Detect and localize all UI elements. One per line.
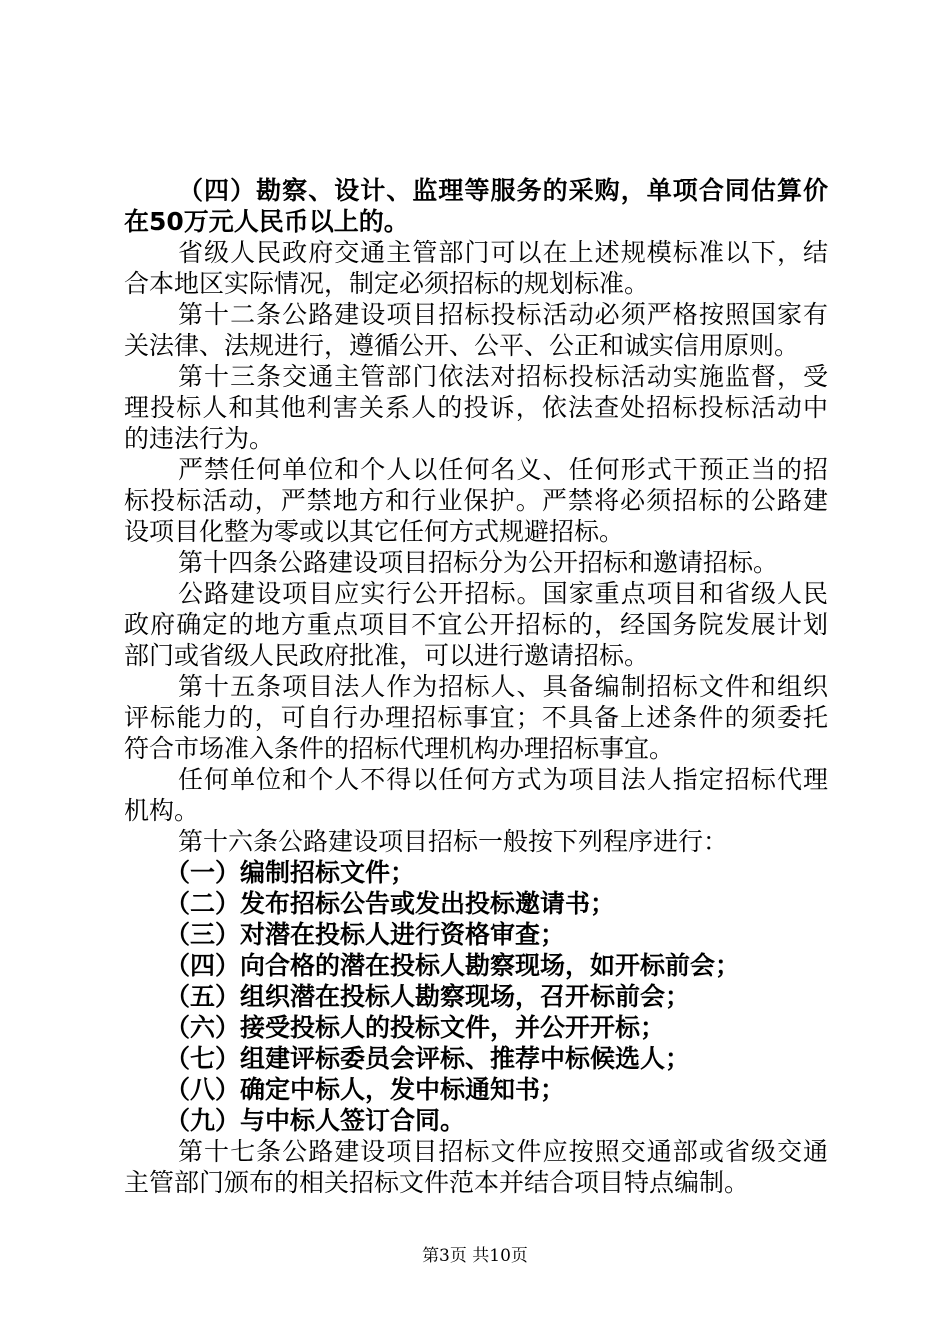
list-item: （七）组建评标委员会评标、推荐中标候选人； — [165, 1044, 691, 1073]
paragraph-line: 评标能力的，可自行办理招标事宜；不具备上述条件的须委托 — [124, 703, 828, 732]
paragraph-line: 第十五条项目法人作为招标人、具备编制招标文件和组织 — [178, 672, 828, 701]
list-item: （五）组织潜在投标人勘察现场，召开标前会； — [165, 982, 691, 1011]
paragraph-line: 公路建设项目应实行公开招标。国家重点项目和省级人民 — [178, 579, 828, 608]
paragraph-line: 机构。 — [124, 796, 200, 825]
paragraph-line: 理投标人和其他利害关系人的投诉，依法查处招标投标活动中 — [124, 393, 828, 422]
paragraph-line: 设项目化整为零或以其它任何方式规避招标。 — [124, 517, 625, 546]
paragraph-line: 符合市场准入条件的招标代理机构办理招标事宜。 — [124, 734, 675, 763]
paragraph-line: （四）勘察、设计、监理等服务的采购，单项合同估算价 — [178, 176, 828, 205]
list-item: （九）与中标人签订合同。 — [165, 1106, 466, 1135]
paragraph-line: 省级人民政府交通主管部门可以在上述规模标准以下，结 — [178, 238, 828, 267]
paragraph-line: 第十二条公路建设项目招标投标活动必须严格按照国家有 — [178, 300, 828, 329]
paragraph-line: 第十七条公路建设项目招标文件应按照交通部或省级交通 — [178, 1137, 828, 1166]
paragraph-line: 部门或省级人民政府批准，可以进行邀请招标。 — [124, 641, 650, 670]
list-item: （六）接受投标人的投标文件，并公开开标； — [165, 1013, 666, 1042]
paragraph-line: 主管部门颁布的相关招标文件范本并结合项目特点编制。 — [124, 1168, 750, 1197]
paragraph-line: 政府确定的地方重点项目不宜公开招标的，经国务院发展计划 — [124, 610, 828, 639]
paragraph-line: 严禁任何单位和个人以任何名义、任何形式干预正当的招 — [178, 455, 828, 484]
paragraph-line: 关法律、法规进行，遵循公开、公平、公正和诚实信用原则。 — [124, 331, 800, 360]
paragraph-line: 合本地区实际情况，制定必须招标的规划标准。 — [124, 269, 650, 298]
page-number: 第3页 共10页 — [422, 1246, 528, 1266]
paragraph-line: 第十三条交通主管部门依法对招标投标活动实施监督，受 — [178, 362, 828, 391]
paragraph-line: 任何单位和个人不得以任何方式为项目法人指定招标代理 — [178, 765, 828, 794]
paragraph-line: 第十六条公路建设项目招标一般按下列程序进行： — [178, 827, 729, 856]
list-item: （四）向合格的潜在投标人勘察现场，如开标前会； — [165, 951, 741, 980]
list-item: （一）编制招标文件； — [165, 858, 416, 887]
paragraph-line: 在50万元人民币以上的。 — [124, 207, 409, 236]
paragraph-line: 第十四条公路建设项目招标分为公开招标和邀请招标。 — [178, 548, 779, 577]
paragraph-line: 标投标活动，严禁地方和行业保护。严禁将必须招标的公路建 — [124, 486, 828, 515]
list-item: （八）确定中标人，发中标通知书； — [165, 1075, 566, 1104]
paragraph-line: 的违法行为。 — [124, 424, 275, 453]
list-item: （三）对潜在投标人进行资格审查； — [165, 920, 566, 949]
list-item: （二）发布招标公告或发出投标邀请书； — [165, 889, 616, 918]
